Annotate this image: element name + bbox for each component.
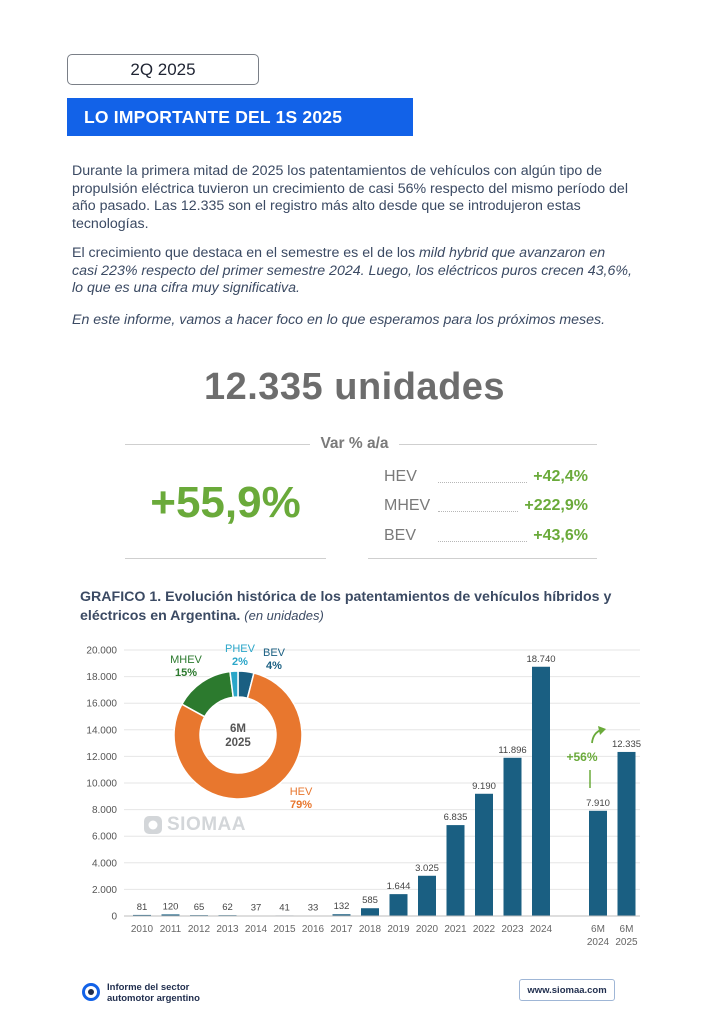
siomaa-logo-icon [82, 983, 100, 1001]
data-label: 18.740 [526, 653, 556, 665]
data-label: 12.335 [611, 738, 642, 750]
siomaa-logo-icon [143, 815, 163, 835]
total-growth-pct: +55,9% [150, 478, 301, 527]
x-tick-label: 2022 [472, 924, 496, 935]
intro-paragraph-2-normal: El crecimiento que destaca en el semestre es el de los [72, 245, 419, 261]
pie-legend-value: 79% [289, 799, 313, 811]
divider-left [125, 558, 326, 559]
x-tick-label: 2014 [244, 924, 268, 935]
segment-row-bev [384, 524, 588, 548]
segment-row-hev [384, 465, 588, 489]
x-tick-label: 2024 [529, 924, 553, 935]
segment-row-mhev [384, 494, 588, 518]
data-label: 120 [162, 901, 179, 913]
chart-title-unit: (en unidades) [244, 607, 324, 623]
data-label: 3.025 [415, 862, 439, 874]
total-units: 12.335 unidades [203, 366, 506, 408]
data-label: 11.896 [498, 744, 527, 756]
y-tick-label: 20.000 [86, 645, 117, 657]
segment-label: MHEV [384, 497, 431, 514]
segment-value: +43,6% [533, 527, 588, 544]
footer-text [107, 982, 200, 1004]
segment-label: BEV [384, 527, 417, 544]
x-tick-label: 2011 [159, 924, 182, 935]
bar [447, 825, 465, 916]
data-label: 9.190 [472, 780, 496, 792]
data-label: 1.644 [386, 881, 411, 893]
x-tick-label: 2010 [130, 924, 154, 935]
data-label: 81 [136, 901, 148, 913]
data-label: 132 [333, 901, 350, 913]
dotted-leader [438, 501, 518, 512]
growth-arrowhead-icon [598, 726, 606, 735]
watermark [143, 814, 246, 836]
y-tick-label: 10.000 [86, 778, 117, 790]
pie-legend-name: HEV [289, 786, 313, 798]
pie-legend-value: 4% [266, 660, 282, 672]
divider-right [368, 558, 597, 559]
section-banner: LO IMPORTANTE DEL 1S 2025 [67, 98, 413, 136]
y-tick-label: 2.000 [91, 884, 117, 896]
y-tick-label: 14.000 [86, 725, 117, 737]
website-link[interactable]: www.siomaa.com [519, 979, 615, 1001]
x-tick-label: 2024 [586, 937, 610, 948]
intro-paragraph-2 [72, 245, 632, 298]
pie-legend-name: BEV [262, 647, 286, 659]
x-tick-label: 6M [591, 924, 605, 935]
data-label: 41 [279, 902, 290, 914]
x-tick-label: 2020 [415, 924, 439, 935]
intro-paragraph-1: Durante la primera mitad de 2025 los patentamientos de vehículos con algún tipo de propulsión eléctrica tuvieron un crecimiento de casi 56% respecto del mismo período del año pasado. Las 12.335 son el registro más alto desde que se introdujeron estas tecnologías. [72, 163, 628, 232]
y-tick-label: 6.000 [91, 831, 117, 843]
pie-legend-value: 15% [174, 667, 198, 679]
chart-title [80, 589, 665, 625]
pie-legend-value: 2% [232, 656, 248, 668]
data-label: 7.910 [586, 797, 610, 809]
bar [361, 908, 379, 916]
footer-line-1: Informe del sector [107, 982, 190, 993]
x-tick-label: 2017 [330, 924, 353, 935]
bar [532, 667, 550, 916]
footer-line-2: automotor argentino [107, 993, 200, 1004]
x-tick-label: 2021 [444, 924, 467, 935]
dotted-leader [438, 531, 527, 542]
data-label: 585 [362, 895, 378, 907]
segment-label: HEV [384, 468, 417, 485]
bar [589, 811, 607, 916]
x-tick-label: 2015 [273, 924, 296, 935]
x-tick-label: 2013 [216, 924, 239, 935]
y-tick-label: 16.000 [86, 698, 117, 710]
intro-paragraph-3: En este informe, vamos a hacer foco en lo que esperamos para los próximos meses. [72, 312, 606, 328]
data-label: 6.835 [443, 812, 468, 824]
bar [504, 758, 522, 916]
x-tick-label: 2025 [615, 937, 638, 948]
y-tick-label: 18.000 [86, 672, 117, 684]
data-label: 65 [193, 902, 205, 914]
var-title [0, 435, 709, 453]
pie-legend-name: PHEV [225, 643, 255, 655]
intro-paragraph-2-italic: mild hybrid que avanzaron en casi 223% respecto del primer semestre 2024. Luego, los eléctricos puros crecen 43,6%, lo que es una cifra muy significativa. [72, 245, 632, 297]
watermark-text: SIOMAA [167, 814, 246, 835]
x-tick-label: 2023 [501, 924, 524, 935]
x-tick-label: 2019 [387, 924, 410, 935]
period-label: 2Q 2025 [67, 54, 259, 85]
y-tick-label: 8.000 [91, 805, 117, 817]
pie-legend-name: MHEV [170, 654, 202, 666]
bar [475, 794, 493, 916]
bar [618, 752, 636, 916]
segment-value: +222,9% [524, 497, 588, 514]
x-tick-label: 2012 [187, 924, 211, 935]
pie-center-label: 6M [230, 723, 246, 735]
segment-value: +42,4% [533, 468, 588, 485]
x-tick-label: 6M [619, 924, 634, 935]
bar [418, 876, 436, 916]
var-title-text: Var % a/a [310, 435, 398, 452]
pie-center-label: 2025 [225, 737, 251, 749]
x-tick-label: 2018 [358, 924, 382, 935]
x-tick-label: 2016 [301, 924, 325, 935]
y-tick-label: 0 [111, 911, 117, 923]
y-tick-label: 4.000 [91, 858, 117, 870]
bar-chart [0, 630, 709, 960]
chart-title-main: GRAFICO 1. Evolución histórica de los patentamientos de vehículos híbridos y eléctricos en Argentina. [80, 589, 612, 624]
data-label: 37 [250, 902, 262, 914]
y-tick-label: 12.000 [86, 751, 117, 763]
bar [390, 894, 408, 916]
growth-annotation: +56% [566, 750, 598, 764]
data-label: 33 [307, 902, 319, 914]
dotted-leader [438, 472, 527, 483]
data-label: 62 [222, 902, 233, 914]
